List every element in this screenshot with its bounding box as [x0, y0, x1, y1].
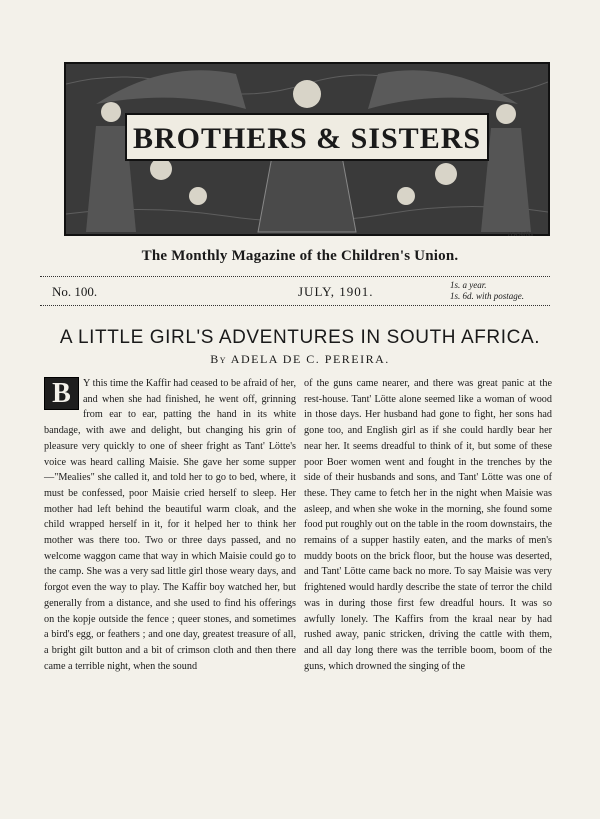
artist-signature: H.R.Millar — [508, 232, 535, 238]
issue-price — [450, 280, 524, 302]
drop-cap: B — [44, 377, 79, 410]
issue-bar — [40, 278, 550, 304]
magazine-subtitle: The Monthly Magazine of the Children's Union. — [141, 248, 459, 264]
issue-date: JULY, 1901. — [298, 284, 374, 299]
masthead-illustration — [64, 62, 550, 236]
article-text-left: Y this time the Kaffir had ceased to be afraid of her, and when she had finished, he went off, grinning from ear to ear, patting the hand in its white bandage, with awe and delight, but changing his grin of pleasure very quickly to one of sheer fright as Tant' Lötte's voice was heard calling Maisie. She gave her some supper—"Mealies" she called it, and told her to go to bed, where, it must be confessed, poor Maisie cried herself to sleep. Her mother had left behind the beautiful warm cloak, and the child wrapped herself in it, for it helped her to think her mother was there too. Two or three days passed, and no welcome waggon came that way in which Maisie could go to the camp. She was a very sad little girl those weary days, and forgot even the way to play. The Kaffir boy watched her, but generally from a distance, and she used to find his offerings on the kopje outside the fence ; queer stones, and sometimes a bird's egg, or feathers ; and one day, greatest treasure of all, a bright gilt button and a bit of crimson cloth and then there came a terrible night, when the sound — [44, 378, 296, 672]
article-column-left — [44, 376, 296, 674]
masthead-title: BROTHERS & SISTERS — [132, 122, 482, 155]
price-line-1: 1s. a year. — [450, 280, 487, 290]
issue-number: No. 100. — [52, 284, 98, 299]
article-column-right — [304, 376, 552, 674]
article-text-right: of the guns came nearer, and there was great panic at the rest-house. Tant' Lötte alone seemed like a woman of wood in those days. Her husband had gone to fight, her sons had gone too, and English girl as if she could hardly bear her near her. It seems dreadful to think of it, but some of these poor Boer women went and fought in the trenches by the side of their husbands and sons, and Tant' Lötte was one of these. They came to fetch her in the night when Maisie was asleep, and when she woke in the morning, she found some food put roughly out on the table in the room downstairs, the remains of a supper hastily eaten, and the marks of men's muddy boots on the brick floor, but the house was deserted, and Tant' Lötte came back no more. To say Maisie was very frightened would hardly describe the state of terror the child was in during those first few dreadful hours. It was so awfully lonely. The Kaffirs from the kraal near by had rushed away, panic stricken, driving the cattle with them, and all day long there was the terrible boom, boom of the guns, which drowned the singing of the — [304, 378, 552, 672]
article-byline: By ADELA DE C. PEREIRA. — [210, 352, 390, 366]
top-rule — [40, 276, 550, 277]
article-title: A LITTLE GIRL'S ADVENTURES IN SOUTH AFRICA. — [59, 327, 541, 348]
price-line-2: 1s. 6d. with postage. — [450, 291, 525, 301]
bottom-rule — [40, 305, 550, 306]
masthead-artwork — [66, 64, 548, 234]
